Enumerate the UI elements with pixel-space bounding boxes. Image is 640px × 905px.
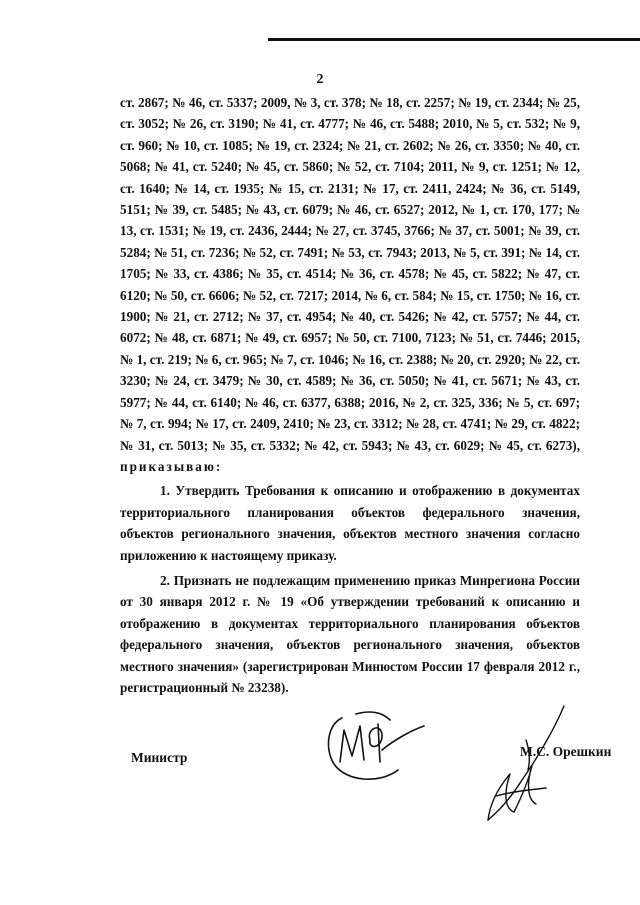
signature-block: [0, 690, 640, 820]
signatory-name: М.С. Орешкин: [520, 744, 612, 759]
continuation-paragraph: [120, 92, 580, 477]
top-rule: [268, 38, 640, 41]
page-number: 2: [316, 72, 324, 87]
order-word: приказываю:: [120, 458, 223, 474]
order-item-1: 1. Утвердить Требования к описанию и отображению в документах территориального планирования объектов федерального значения, объектов регионального значения, объектов местного значения согласно приложению к настоящему приказу.: [120, 483, 580, 563]
order-item-2: 2. Признать не подлежащим применению приказ Минрегиона России от 30 января 2012 г. № 19 «Об утверждении требований к описанию и отображению в документах территориального планирования объектов федерального значения, объектов регионального значения, объектов местного значения» (зарегистрирован Минюстом России 17 февраля 2012 г., регистрационный № 23238).: [120, 572, 580, 695]
body-text: [120, 92, 580, 698]
citation-list: ст. 2867; № 46, ст. 5337; 2009, № 3, ст. 378; № 18, ст. 2257; № 19, ст. 2344; № 25, ст. 3052; № 26, ст. 3190; № 41, ст. 4777; № 46, ст. 5488; 2010, № 5, ст. 532; № 9, ст. 960; № 10, ст. 1085; № 19, ст. 2324; № 21, ст. 2602; № 26, ст. 3350; № 40, ст. 5068; № 41, ст. 5240; № 45, ст. 5860; № 52, ст. 7104; 2011, № 9, ст. 1251; № 12, ст. 1640; № 14, ст. 1935; № 15, ст. 2131; № 17, ст. 2411, 2424; № 36, ст. 5149, 5151; № 39, ст. 5485; № 43, ст. 6079; № 46, ст. 6527; 2012, № 1, ст. 170, 177; № 13, ст. 1531; № 19, ст. 2436, 2444; № 27, ст. 3745, 3766; № 37, ст. 5001; № 39, ст. 5284; № 51, ст. 7236; № 52, ст. 7491; № 53, ст. 7943; 2013, № 5, ст. 391; № 14, ст. 1705; № 33, ст. 4386; № 35, ст. 4514; № 36, ст. 4578; № 45, ст. 5822; № 47, ст. 6120; № 50, ст. 6606; № 52, ст. 7217; 2014, № 6, ст. 584; № 15, ст. 1750; № 16, ст. 1900; № 21, ст. 2712; № 37, ст. 4954; № 40, ст. 5426; № 42, ст. 5757; № 44, ст. 6072; № 48, ст. 6871; № 49, ст. 6957; № 50, ст. 7100, 7123; № 51, ст. 7446; 2015, № 1, ст. 219; № 6, ст. 965; № 7, ст. 1046; № 16, ст. 2388; № 20, ст. 2920; № 22, ст. 3230; № 24, ст. 3479; № 30, ст. 4589; № 36, ст. 5050; № 41, ст. 5671; № 43, ст. 5977; № 44, ст. 6140; № 46, ст. 6377, 6388; 2016, № 2, ст. 325, 336; № 5, ст. 697; № 7, ст. 994; № 17, ст. 2409, 2410; № 23, ст. 3312; № 28, ст. 4741; № 29, ст. 4822; № 31, ст. 5013; № 35, ст. 5332; № 42, ст. 5943; № 43, ст. 6029; № 45, ст. 6273),: [120, 95, 580, 453]
initials-signature: [320, 700, 430, 785]
handwritten-signature: [470, 700, 580, 830]
signatory-title: Министр: [131, 750, 188, 765]
